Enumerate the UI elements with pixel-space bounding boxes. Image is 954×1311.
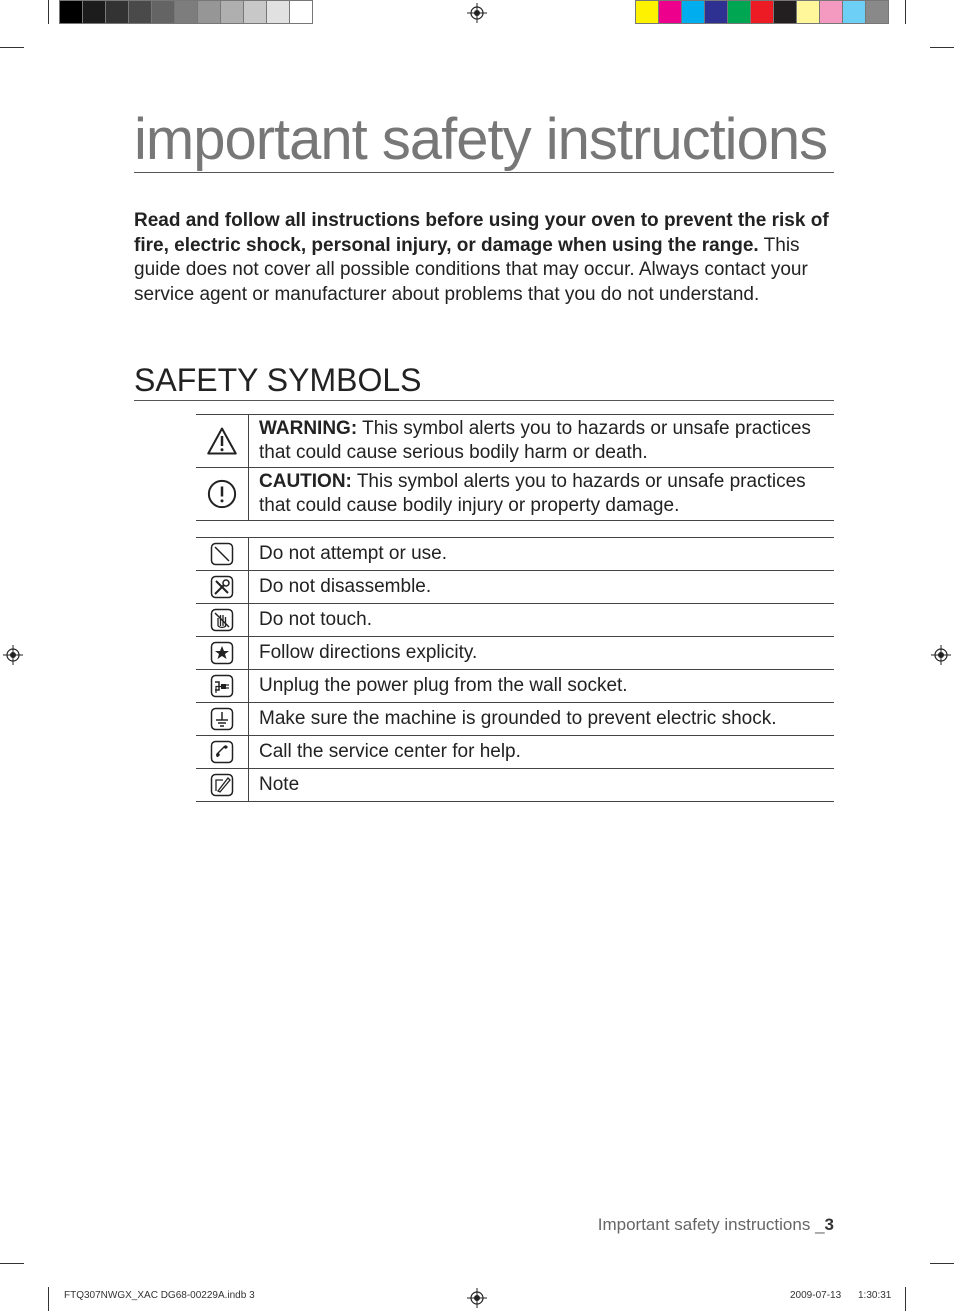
color-swatch <box>174 0 198 24</box>
table-row <box>196 538 834 571</box>
color-swatch <box>266 0 290 24</box>
caution-text: This symbol alerts you to hazards or unsafe practices that could cause bodily injury or property damage. <box>259 471 806 516</box>
no-disassemble-icon <box>210 575 234 599</box>
symbol-text: Do not disassemble. <box>249 571 835 604</box>
warning-label: WARNING: <box>259 418 358 439</box>
color-swatch <box>243 0 267 24</box>
symbol-text: Call the service center for help. <box>249 736 835 769</box>
symbol-text: Do not attempt or use. <box>249 538 835 571</box>
table-row <box>196 769 834 802</box>
crop-mark <box>905 0 906 24</box>
registration-mark-icon <box>467 3 487 23</box>
crop-mark <box>48 1287 49 1311</box>
table-row <box>196 637 834 670</box>
crop-mark <box>48 0 49 24</box>
crop-mark <box>0 47 24 48</box>
color-swatch <box>105 0 129 24</box>
alert-symbols-table <box>196 414 834 521</box>
color-swatch <box>59 0 83 24</box>
page-title: important safety instructions <box>134 108 834 173</box>
color-swatch <box>82 0 106 24</box>
color-swatch <box>681 0 705 24</box>
intro-paragraph <box>134 209 834 307</box>
section-heading: SAFETY SYMBOLS <box>134 360 834 401</box>
follow-directions-icon <box>210 641 234 665</box>
crop-mark <box>930 1263 954 1264</box>
grayscale-swatch-bar <box>60 0 313 24</box>
table-row <box>196 670 834 703</box>
prohibited-icon <box>210 542 234 566</box>
note-icon <box>210 773 234 797</box>
color-swatch <box>796 0 820 24</box>
color-swatch <box>220 0 244 24</box>
table-row <box>196 468 834 521</box>
slug-time: 1:30:31 <box>858 1290 892 1301</box>
symbol-text: Make sure the machine is grounded to prevent electric shock. <box>249 703 835 736</box>
warning-triangle-icon <box>207 426 237 456</box>
no-touch-icon <box>210 608 234 632</box>
color-swatch <box>289 0 313 24</box>
crop-mark <box>930 47 954 48</box>
color-swatch <box>704 0 728 24</box>
color-swatch <box>842 0 866 24</box>
warning-text: This symbol alerts you to hazards or unsafe practices that could cause serious bodily harm or death. <box>259 418 811 463</box>
symbol-text: Unplug the power plug from the wall socket. <box>249 670 835 703</box>
table-row <box>196 415 834 468</box>
registration-mark-icon <box>3 645 23 665</box>
color-swatch <box>128 0 152 24</box>
color-swatch <box>197 0 221 24</box>
page-footer <box>598 1215 834 1235</box>
color-swatch <box>151 0 175 24</box>
symbol-text: Do not touch. <box>249 604 835 637</box>
color-swatch <box>819 0 843 24</box>
symbol-text: Note <box>249 769 835 802</box>
caution-circle-icon <box>207 479 237 509</box>
table-row <box>196 571 834 604</box>
phone-icon <box>210 740 234 764</box>
slug-date: 2009-07-13 <box>790 1290 842 1301</box>
unplug-icon <box>210 674 234 698</box>
color-swatch <box>658 0 682 24</box>
table-row <box>196 604 834 637</box>
table-row <box>196 703 834 736</box>
ground-icon <box>210 707 234 731</box>
color-swatch <box>635 0 659 24</box>
crop-mark <box>0 1263 24 1264</box>
color-swatch <box>865 0 889 24</box>
slug-filename: FTQ307NWGX_XAC DG68-00229A.indb 3 <box>64 1290 255 1301</box>
registration-mark-icon <box>467 1288 487 1308</box>
symbol-text: Follow directions explicity. <box>249 637 835 670</box>
intro-bold-text: Read and follow all instructions before using your oven to prevent the risk of fire, electric shock, personal injury, or damage when using the range. <box>134 210 829 256</box>
footer-label: Important safety instructions _ <box>597 1215 825 1234</box>
crop-mark <box>905 1287 906 1311</box>
color-swatch <box>727 0 751 24</box>
safety-symbols-table <box>196 537 834 802</box>
intro-text: This guide does not cover all possible conditions that may occur. Always contact your service agent or manufacturer about problems that you do not understand. <box>134 234 808 305</box>
color-swatch-bar <box>636 0 889 24</box>
registration-mark-icon <box>931 645 951 665</box>
page-number: 3 <box>824 1215 834 1234</box>
color-swatch <box>750 0 774 24</box>
color-swatch <box>773 0 797 24</box>
caution-label: CAUTION: <box>259 471 352 492</box>
table-row <box>196 736 834 769</box>
